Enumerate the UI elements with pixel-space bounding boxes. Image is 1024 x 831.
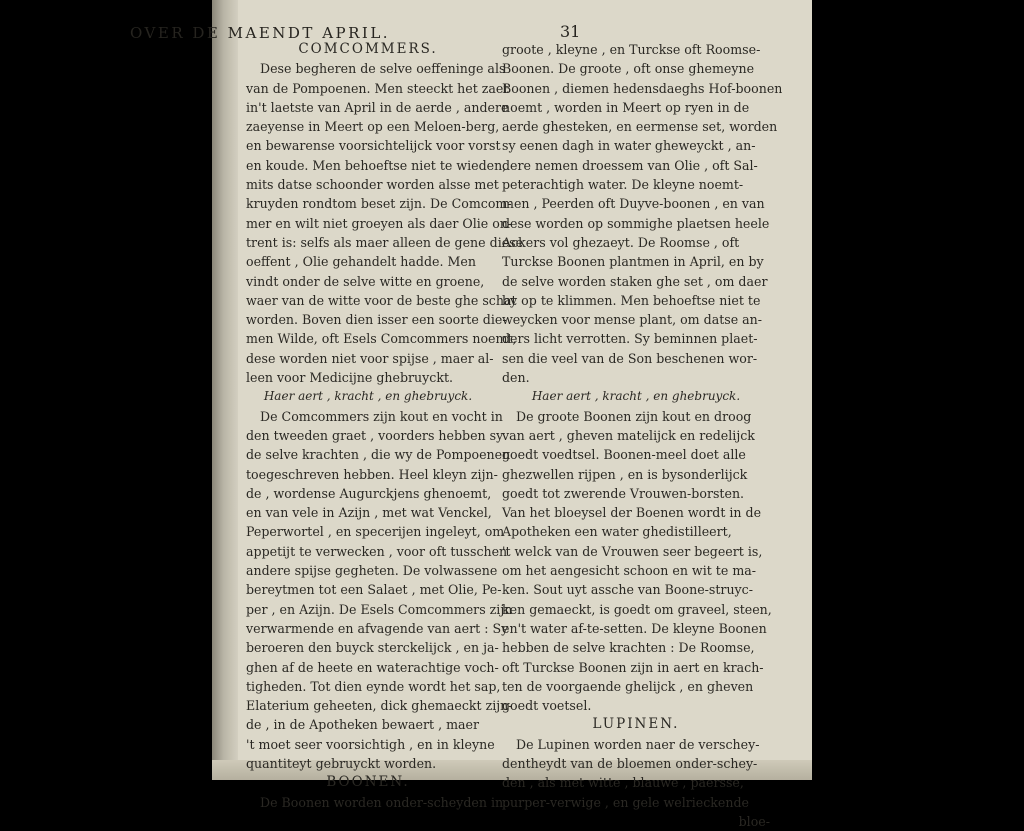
text-line: tigheden. Tot dien eynde wordt het sap, [246, 678, 501, 694]
text-line: Boonen. De groote , oft onse ghemeyne [502, 61, 755, 77]
left-text-column [246, 40, 524, 812]
text-line: de selve worden staken ghe set , om daer [502, 273, 768, 289]
text-line: Apotheken een water ghedistilleert, [502, 524, 732, 540]
text-line: dese worden niet voor spijse , maer al- [246, 350, 494, 366]
text-line: Turckse Boonen plantmen in April, en by [502, 254, 764, 270]
section-heading: COMCOMMERS. [298, 41, 438, 57]
text-line: mits datse schoonder worden alsse met [246, 177, 499, 193]
text-line: Boonen , diemen hedensdaeghs Hof-boonen [502, 80, 783, 96]
text-line: ghezwellen rijpen , en is bysonderlijck [502, 466, 748, 482]
text-line: leen voor Medicijne ghebruyckt. [246, 370, 454, 386]
text-line: 't welck van de Vrouwen seer begeert is, [502, 543, 763, 559]
text-line: den tweeden graet , voorders hebben sy [246, 427, 504, 443]
text-line: noemt , worden in Meert op ryen in de [502, 99, 750, 115]
text-line: ders licht verrotten. Sy beminnen plaet- [502, 331, 758, 347]
text-line: sy eenen dagh in water gheweyckt , an- [502, 138, 756, 154]
text-line: men Wilde, oft Esels Comcommers noemt, [246, 331, 517, 347]
text-line: mer en wilt niet groeyen als daer Olie on- [246, 215, 513, 231]
text-line: by op te klimmen. Men behoeftse niet te [502, 292, 761, 308]
text-line: andere spijse gegheten. De volwassene [246, 563, 498, 579]
text-line: aerde ghesteken, en eermense set, worden [502, 119, 778, 135]
subsection-heading: Haer aert , kracht , en ghebruyck. [531, 389, 741, 404]
subsection-heading: Haer aert , kracht , en ghebruyck. [263, 389, 473, 404]
text-line: purper-verwige , en gele welrieckende [502, 794, 749, 810]
page-gutter-shadow [212, 0, 238, 780]
text-line: goedt voedtsel. Boonen-meel doet alle [502, 447, 746, 463]
text-line: worden. Boven dien isser een soorte die- [246, 312, 507, 328]
text-line: De groote Boonen zijn kout en droog [516, 408, 752, 424]
text-line: waer van de witte voor de beste ghe schat [246, 292, 517, 308]
text-line: kruyden rondtom beset zijn. De Comcom- [246, 196, 512, 212]
text-line: en van vele in Azijn , met wat Venckel, [246, 505, 492, 521]
running-head: OVER DE MAENDT APRIL. [130, 24, 391, 42]
text-line: vindt onder de selve witte en groene, [246, 273, 485, 289]
text-line: dentheydt van de bloemen onder-schey- [502, 755, 758, 771]
text-line: hebben de selve krachten : De Roomse, [502, 640, 755, 656]
text-line: ten de voorgaende ghelijck , en gheven [502, 678, 754, 694]
text-line: weycken voor mense plant, om datse an- [502, 312, 763, 328]
text-line: verwarmende en afvagende van aert : Sy [246, 620, 509, 636]
text-line: ghen af de heete en waterachtige voch- [246, 659, 499, 675]
text-line: den. [502, 370, 530, 386]
text-line: Ackers vol ghezaeyt. De Roomse , oft [502, 234, 740, 250]
text-line: trent is: selfs als maer alleen de gene diese [246, 234, 524, 250]
text-line: ken gemaeckt, is goedt om graveel, steen, [502, 601, 772, 617]
text-line: dese worden op sommighe plaetsen heele [502, 215, 770, 231]
text-line: oft Turckse Boonen zijn in aert en krach- [502, 659, 764, 675]
text-line: zaeyense in Meert op een Meloen-berg, [246, 119, 500, 135]
text-line: sen die veel van de Son beschenen wor- [502, 350, 758, 366]
text-line: en koude. Men behoeftse niet te wieden, [246, 157, 507, 173]
section-heading: BOONEN. [326, 774, 410, 791]
text-line: van aert , gheven matelijck en redelijck [502, 427, 755, 443]
text-line: De Lupinen worden naer de verschey- [516, 736, 760, 752]
text-line: Van het bloeysel der Boenen wordt in de [502, 505, 762, 521]
text-line: de , wordense Augurckjens ghenoemt, [246, 485, 492, 501]
text-line: De Comcommers zijn kout en vocht in [260, 408, 503, 424]
text-line: groote , kleyne , en Turckse oft Roomse- [502, 42, 761, 57]
text-line: den , als met witte , blauwe , paersse, [502, 775, 744, 791]
text-line: goedt voetsel. [502, 698, 592, 714]
text-line: in't laetste van April in de aerde , andere [246, 99, 509, 115]
text-line: Elaterium geheeten, dick ghemaeckt zijn- [246, 698, 513, 714]
text-line: peterachtigh water. De kleyne noemt- [502, 177, 744, 193]
text-line: om het aengesicht schoon en wit te ma- [502, 563, 757, 579]
text-line: men , Peerden oft Duyve-boonen , en van [502, 196, 765, 212]
text-line: De Boonen worden onder-scheyden in [260, 794, 504, 810]
text-line: van de Pompoenen. Men steeckt het zaet [246, 80, 509, 96]
text-line: beroeren den buyck sterckelijck , en ja- [246, 640, 499, 656]
text-line: bloe- [738, 813, 770, 829]
text-line: 't moet seer voorsichtigh , en in kleyne [246, 736, 495, 752]
text-line: toegeschreven hebben. Heel kleyn zijn- [246, 466, 498, 482]
text-line: en bewarense voorsichtelijck voor vorst [246, 138, 501, 154]
text-line: bereytmen tot een Salaet , met Olie, Pe- [246, 582, 502, 598]
text-line: goedt tot zwerende Vrouwen-borsten. [502, 485, 745, 501]
section-heading: LUPINEN. [592, 716, 680, 733]
text-line: en't water af-te-setten. De kleyne Boonen [502, 620, 767, 636]
text-line: de selve krachten , die wy de Pompoenen [246, 447, 511, 463]
right-text-column [502, 40, 783, 831]
text-line: Dese begheren de selve oeffeninge als [260, 61, 506, 77]
text-line: de , in de Apotheken bewaert , maer [246, 717, 480, 733]
text-line: per , en Azijn. De Esels Comcommers zijn [246, 601, 513, 617]
text-line: ken. Sout uyt assche van Boone-struyc- [502, 582, 753, 598]
text-line: appetijt te verwecken , voor oft tusschen [246, 543, 508, 559]
text-line: quantiteyt gebruyckt worden. [246, 755, 437, 771]
text-line: dere nemen droessem van Olie , oft Sal- [502, 157, 758, 173]
text-line: oeffent , Olie gehandelt hadde. Men [246, 254, 476, 270]
text-line: Peperwortel , en specerijen ingeleyt, om [246, 524, 505, 540]
page-number: 31 [560, 22, 581, 41]
